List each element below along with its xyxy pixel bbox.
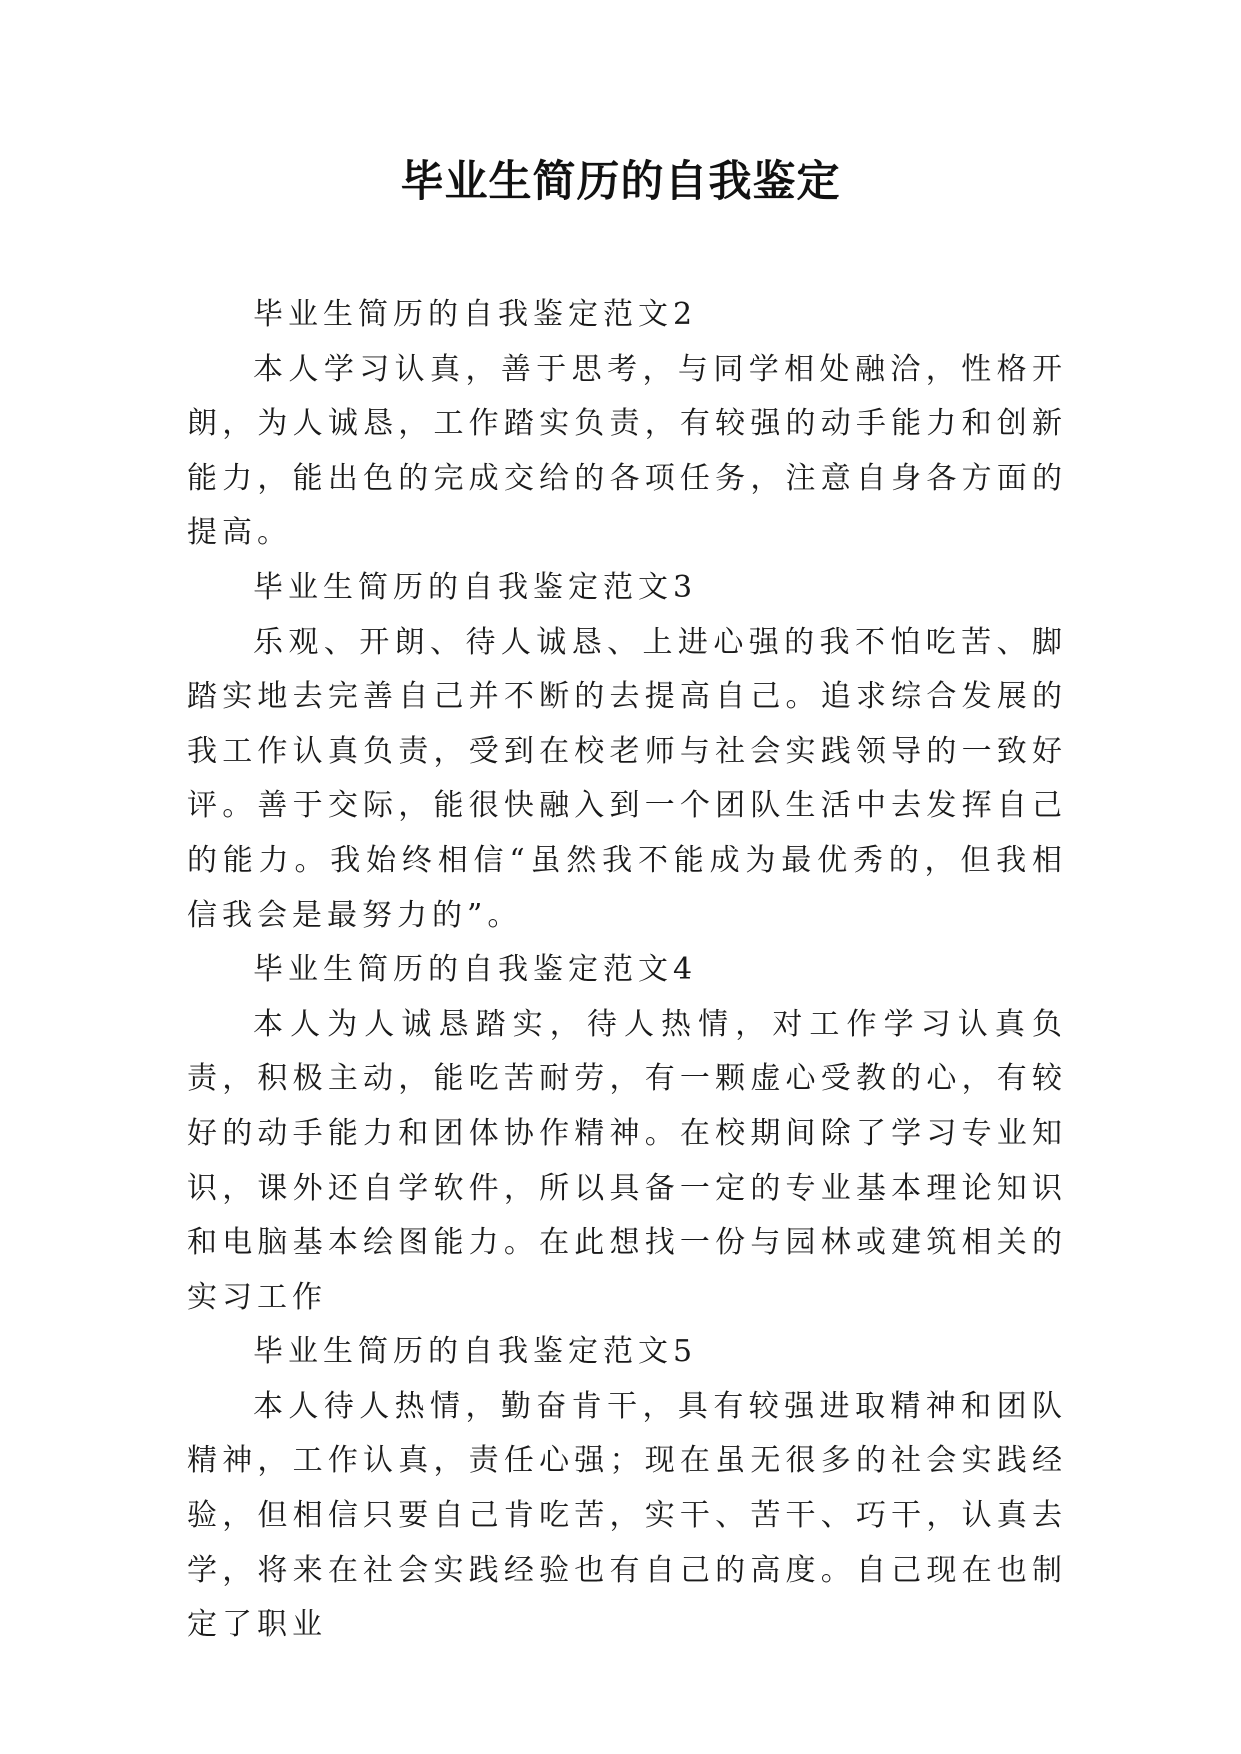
sample-heading: 毕业生简历的自我鉴定范文4 xyxy=(253,952,698,988)
sample-paragraph: 本人待人热情，勤奋肯干，具有较强进取精神和团队精神，工作认真，责任心强；现在虽无很多的社会实践经验，但相信只要自己肯吃苦，实干、苦干、巧干，认真去学，将来在社会实践经验也有自己的高度。自己现在也制定了职业 xyxy=(187,1388,1067,1643)
sample-paragraph: 本人学习认真，善于思考，与同学相处融洽，性格开朗，为人诚恳，工作踏实负责，有较强的动手能力和创新能力，能出色的完成交给的各项任务，注意自身各方面的提高。 xyxy=(187,351,1067,551)
document-title: 毕业生简历的自我鉴定 xyxy=(400,157,841,207)
sample-paragraph: 本人为人诚恳踏实，待人热情，对工作学习认真负责，积极主动，能吃苦耐劳，有一颗虚心受教的心，有较好的动手能力和团体协作精神。在校期间除了学习专业知识，课外还自学软件，所以具备一定的专业基本理论知识和电脑基本绘图能力。在此想找一份与园林或建筑相关的实习工作 xyxy=(187,1006,1067,1315)
sample-heading: 毕业生简历的自我鉴定范文2 xyxy=(253,297,698,332)
sample-heading: 毕业生简历的自我鉴定范文5 xyxy=(253,1334,698,1370)
document-body xyxy=(187,288,1067,1653)
sample-heading: 毕业生简历的自我鉴定范文3 xyxy=(253,569,698,605)
sample-paragraph: 乐观、开朗、待人诚恳、上进心强的我不怕吃苦、脚踏实地去完善自己并不断的去提高自己。追求综合发展的我工作认真负责，受到在校老师与社会实践领导的一致好评。善于交际，能很快融入到一个团队生活中去发挥自己的能力。我始终相信“虽然我不能成为最优秀的，但我相信我会是最努力的”。 xyxy=(187,624,1067,933)
